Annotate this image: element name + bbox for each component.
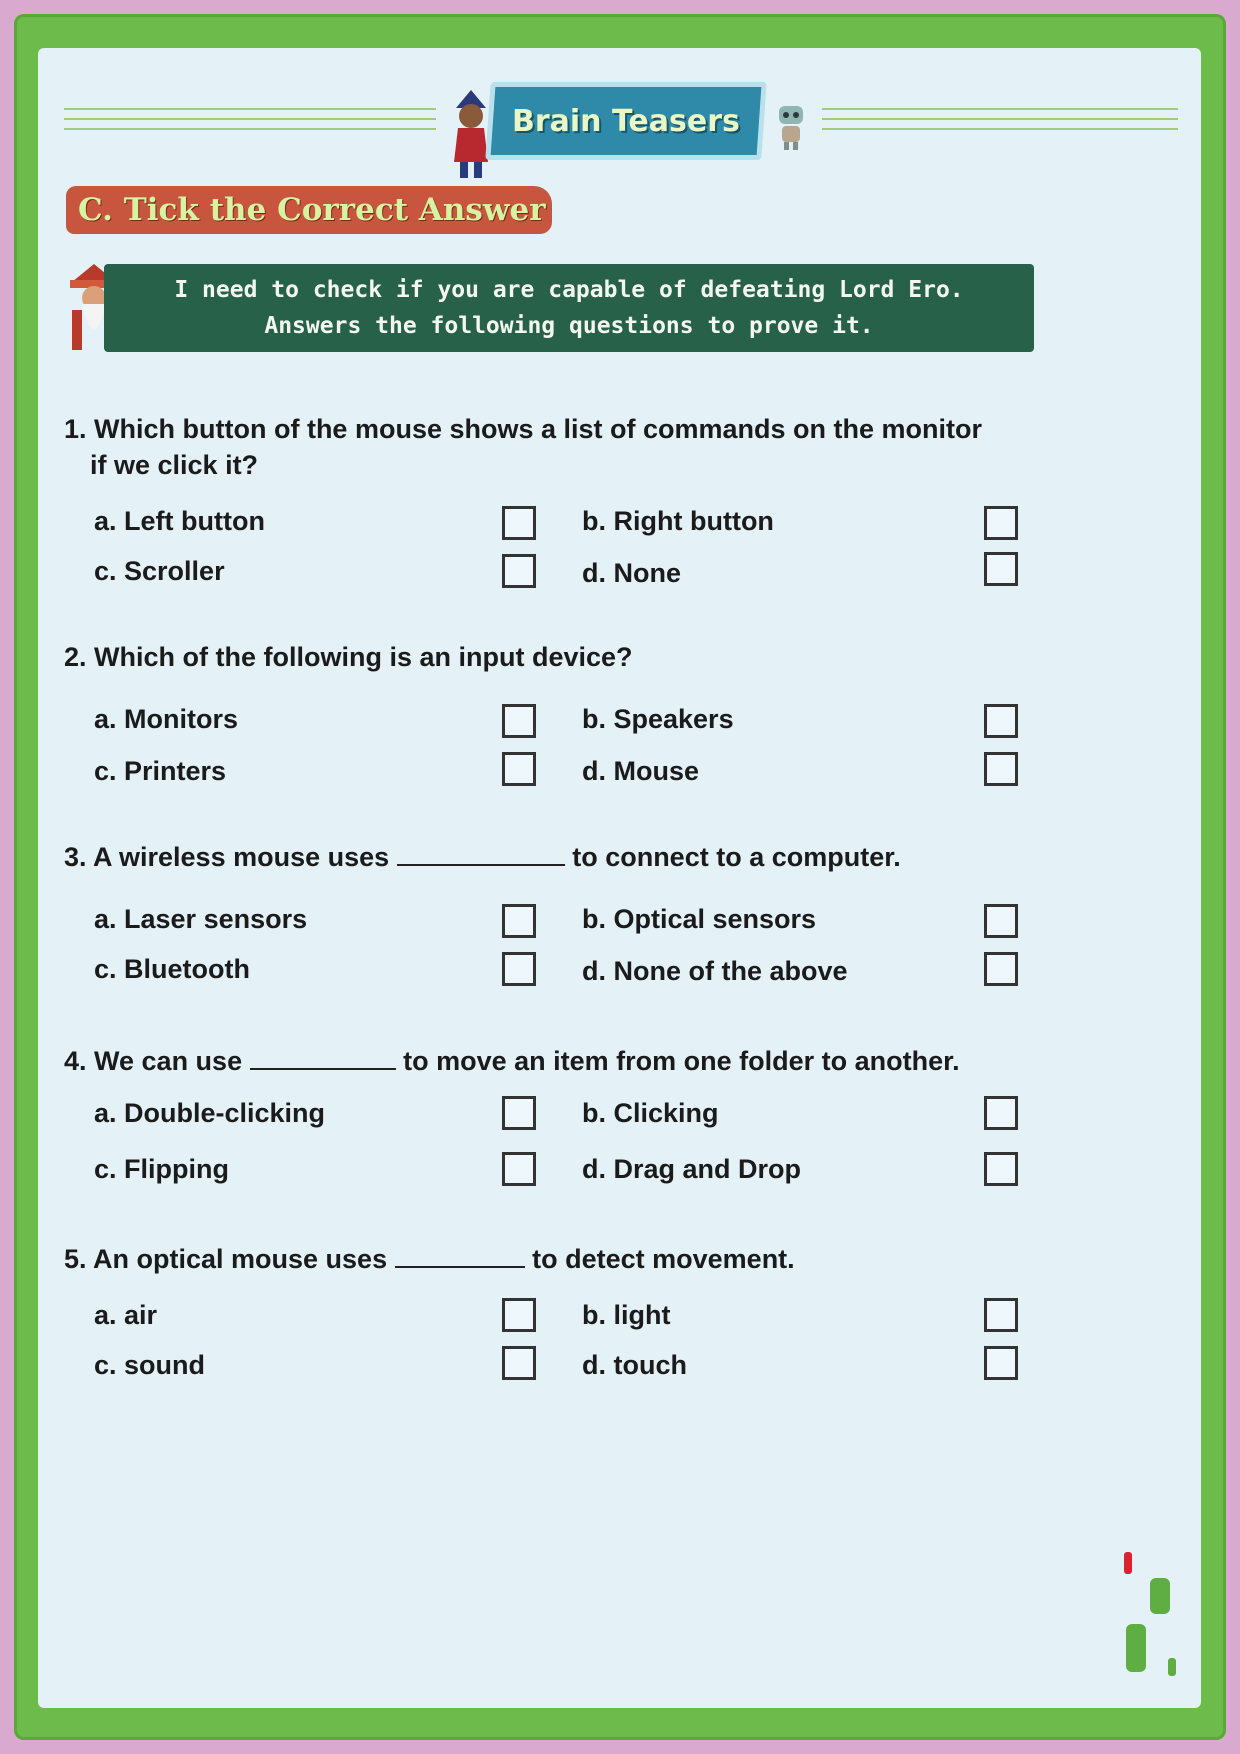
question-text-start: 4. We can use xyxy=(64,1046,243,1076)
answer-checkbox[interactable] xyxy=(984,1346,1018,1380)
option-label: a. air xyxy=(94,1300,158,1330)
option-label: d. None of the above xyxy=(582,956,848,986)
question-text xyxy=(64,1042,960,1077)
question-text-start: 5. An optical mouse uses xyxy=(64,1244,388,1274)
answer-checkbox[interactable] xyxy=(984,506,1018,540)
question-text: if we click it? xyxy=(90,450,259,480)
option-label: d. Mouse xyxy=(582,756,700,786)
answer-checkbox[interactable] xyxy=(984,704,1018,738)
question-text xyxy=(64,838,901,873)
option-label: c. Printers xyxy=(94,756,227,786)
option-label: d. None xyxy=(582,558,681,588)
option-label: a. Double-clicking xyxy=(94,1098,326,1128)
answer-checkbox[interactable] xyxy=(984,952,1018,986)
answer-checkbox[interactable] xyxy=(502,554,536,588)
answer-checkbox[interactable] xyxy=(502,1346,536,1380)
option-label: c. Bluetooth xyxy=(94,954,250,984)
answer-checkbox[interactable] xyxy=(984,1298,1018,1332)
answer-checkbox[interactable] xyxy=(984,752,1018,786)
answer-blank xyxy=(250,1042,396,1070)
question-text-start: 3. A wireless mouse uses xyxy=(64,842,390,872)
question-text xyxy=(64,1240,795,1275)
answer-checkbox[interactable] xyxy=(502,752,536,786)
answer-checkbox[interactable] xyxy=(502,1298,536,1332)
question-text: 1. Which button of the mouse shows a list of commands on the monitor xyxy=(64,414,983,444)
answer-checkbox[interactable] xyxy=(502,1152,536,1186)
question-text: 2. Which of the following is an input device? xyxy=(64,642,633,672)
option-label: a. Monitors xyxy=(94,704,239,734)
option-label: c. Scroller xyxy=(94,556,225,586)
header-rule-left xyxy=(64,108,436,144)
answer-checkbox[interactable] xyxy=(984,1096,1018,1130)
page-title: Brain Teasers xyxy=(512,103,740,139)
decorative-blocks xyxy=(1110,1548,1180,1688)
answer-blank xyxy=(395,1240,525,1268)
section-title: C. Tick the Correct Answer xyxy=(78,192,546,228)
answer-checkbox[interactable] xyxy=(984,552,1018,586)
answer-checkbox[interactable] xyxy=(984,904,1018,938)
answer-blank xyxy=(397,838,565,866)
option-label: d. touch xyxy=(582,1350,687,1380)
answer-checkbox[interactable] xyxy=(984,1152,1018,1186)
option-label: b. light xyxy=(582,1300,671,1330)
answer-checkbox[interactable] xyxy=(502,506,536,540)
answer-checkbox[interactable] xyxy=(502,1096,536,1130)
intro-line: I need to check if you are capable of defeating Lord Ero. xyxy=(174,277,964,303)
option-label: d. Drag and Drop xyxy=(582,1154,802,1184)
option-label: b. Speakers xyxy=(582,704,734,734)
option-label: b. Clicking xyxy=(582,1098,719,1128)
robot-character-illustration xyxy=(774,102,808,152)
option-label: c. sound xyxy=(94,1350,206,1380)
question-text-end: to detect movement. xyxy=(532,1244,795,1274)
section-heading xyxy=(66,186,552,234)
answer-checkbox[interactable] xyxy=(502,952,536,986)
answer-checkbox[interactable] xyxy=(502,704,536,738)
question-text-end: to move an item from one folder to another. xyxy=(403,1046,960,1076)
option-label: a. Laser sensors xyxy=(94,904,308,934)
intro-message-board xyxy=(104,264,1034,352)
answer-checkbox[interactable] xyxy=(502,904,536,938)
header-banner xyxy=(485,82,766,160)
option-label: a. Left button xyxy=(94,506,265,536)
intro-line: Answers the following questions to prove it. xyxy=(264,313,874,339)
option-label: b. Optical sensors xyxy=(582,904,817,934)
header-rule-right xyxy=(822,108,1178,144)
option-label: b. Right button xyxy=(582,506,774,536)
option-label: c. Flipping xyxy=(94,1154,229,1184)
question-text-end: to connect to a computer. xyxy=(572,842,901,872)
